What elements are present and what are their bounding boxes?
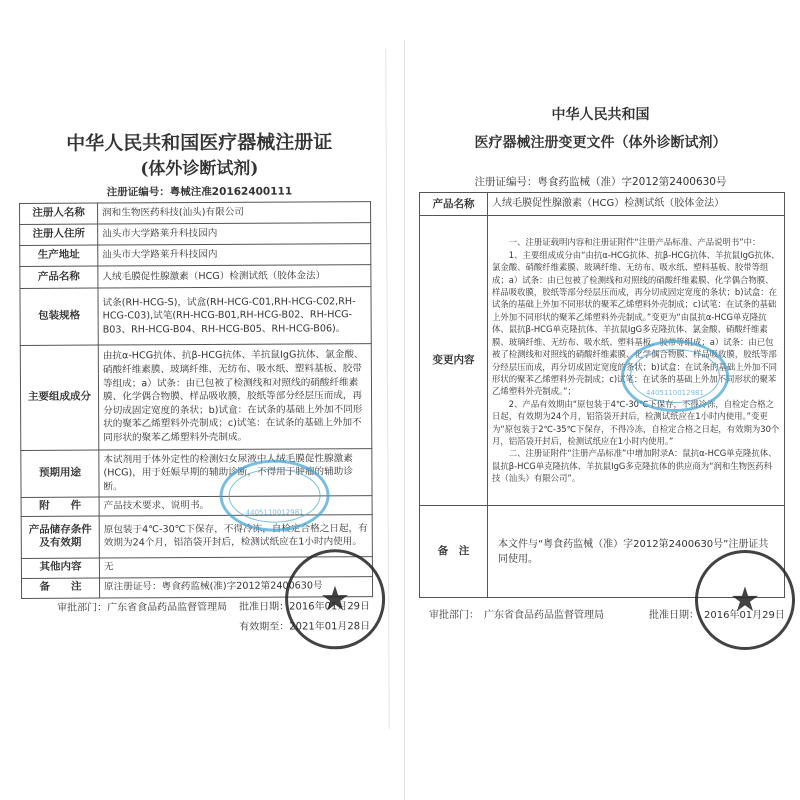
remark-label: 备 注 (420, 506, 488, 598)
row-label: 注册人名称 (20, 203, 98, 224)
certificate-title: 中华人民共和国医疗器械注册证 (66, 131, 333, 155)
row-label: 产品储存条件及有效期 (21, 516, 99, 558)
table-row (20, 265, 371, 289)
company-seal: 4405110012981 (219, 459, 329, 532)
product-label: 产品名称 (420, 193, 488, 216)
row-value: 原注册证号：粤食药监械(准)字2012第2400630号 (99, 576, 372, 597)
registration-number: 注册证编号：粤食药监械（准）字2012第2400630号 (474, 176, 727, 188)
change-paragraph: 一、注册证载明内容和注册证附件“注册产品标准、产品说明书”中： (508, 237, 761, 248)
approval-dept: 审批部门：广东省食品药品监督管理局 (57, 601, 228, 614)
change-paragraph: 2、产品有效期由“原包装于4℃-30℃下保存，不得冷冻，自检定合格之日起，有效期为24个月，铝箔袋开封后，检测试纸应在1小时内使用。”变更为“原包装于2℃-35℃下保存，不得冷冻，自检定合格之日起，有效期为30个月，铝箔袋开封后，检测试纸应在1小时内使用。” (492, 398, 780, 446)
row-label: 包装规格 (20, 288, 98, 345)
certificate-subtitle: (体外诊断试剂) (140, 158, 259, 180)
registration-certificate (12, 49, 390, 731)
valid-until: 有效期至：2021年01月28日 (239, 621, 371, 633)
approval-date: 批准日期： 2016年01月29日 (649, 610, 785, 621)
row-value: 试条(RH-HCG-S)，试盒(RH-HCG-C01,RH-HCG-C02,RH-HCG-C03),试笔(RH-HCG-B01,RH-HCG-B02、RH-HCG-B03、RH-HCG-B04、RH-HCG-B05、RH-HCG-B06)。 (98, 287, 371, 345)
row-label: 其他内容 (21, 558, 99, 578)
product-value: 人绒毛膜促性腺激素（HCG）检测试纸（胶体金法） (488, 193, 785, 216)
company-seal: 4405110012981 (621, 340, 729, 412)
certificate-table (19, 201, 373, 598)
row-value: 产品技术要求、说明书。 (99, 496, 372, 516)
official-seal-star-icon: ★ (695, 550, 795, 650)
official-seal-star-icon: ★ (285, 549, 386, 650)
change-table (419, 192, 785, 598)
row-label: 附 件 (21, 497, 99, 516)
change-label: 变更内容 (420, 216, 488, 506)
table-row (20, 202, 371, 225)
row-label: 注册人住所 (20, 224, 98, 245)
approval-dept: 审批部门： 广东省食品药品监督管理局 (429, 610, 604, 621)
change-doc-title: 中华人民共和国 (551, 107, 650, 123)
approval-date: 批准日期：2016年01月29日 (239, 601, 371, 613)
row-value: 由抗α-HCG抗体、抗β-HCG抗体、羊抗鼠IgG抗体、氯金酸、硝酸纤维素膜、玻璃纤维、无纺布、吸水纸、塑料基板、胶带等组成；a）试条：由已包被了检测线和对照线的硝酸纤维素膜、化学偶合物膜、样品吸收膜，胶纸等部分经层压而成，再分切成固定宽度的条状；b)试盒：在试条的基础上外加不同形状的聚苯乙烯塑料外壳制成；c)试笔：在试条的基础上外加不同形状的聚苯乙烯塑料外壳制成。 (98, 344, 372, 450)
change-paragraph: 二、注册证附件“注册产品标准”中增加附录A：鼠抗α-HCG单克隆抗体、鼠抗β-HCG单克隆抗体、羊抗鼠IgG多克隆抗体的供应商为“润和生物医药科技（汕头）有限公司”。 (492, 448, 777, 484)
remark-value: 本文件与“粤食药监械（准）字2012第2400630号”注册证共同使用。 (488, 506, 785, 598)
table-row (20, 287, 371, 346)
row-label: 备 注 (21, 578, 99, 598)
row-value: 无 (99, 556, 372, 577)
row-value: 本试剂用于体外定性的检测妇女尿液中人绒毛膜促性腺激素(HCG)，用于妊娠早期的辅助诊断，不得用于肿瘤的辅助诊断。 (99, 449, 372, 497)
row-label: 预期用途 (21, 450, 99, 497)
table-row (20, 244, 371, 267)
row-value: 人绒毛膜促性腺激素（HCG）检测试纸（胶体金法） (98, 265, 371, 288)
row-label: 主要组成成分 (20, 345, 99, 450)
row-value: 原包装于4℃-30℃下保存，不得冷冻，自检定合格之日起，有效期为24个月，铝箔袋开封后，检测试纸应在1小时内使用。 (99, 514, 372, 557)
row-value: 汕头市大学路莱升科技园内 (98, 223, 371, 245)
table-row (20, 344, 372, 451)
change-doc-subtitle: 医疗器械注册变更文件（体外诊断试剂） (474, 135, 727, 151)
table-row (20, 223, 371, 246)
change-document (404, 40, 796, 800)
registration-number: 注册证编号：粤械注准20162400111 (106, 185, 293, 199)
change-paragraph: 1、主要组成成分由“由抗α-HCG抗体、抗β-HCG抗体、羊抗鼠IgG抗体、氯金酸、硝酸纤维素膜、玻璃纤维、无纺布、吸水纸、塑料基板、胶带等组成；a）试条：由已包被了检测线和对照线的硝酸纤维素膜、化学偶合物膜、样品吸收膜，胶纸等部分经层压而成，再分切成固定宽度的条状；b)试盒：在试条的基础上外加不同形状的聚苯乙烯塑料外壳制成；c)试笔：在试条的基础上外加不同形状的聚苯乙烯塑料外壳制成。”变更为“由鼠抗α-HCG单克隆抗体、鼠抗β-HCG单克隆抗体、羊抗鼠IgG多克隆抗体、氯金酸、硝酸纤维素膜、玻璃纤维、无纺布、吸水纸、塑料基板、胶带等组成；a）试条：由已包被了检测线和对照线的硝酸纤维素膜、化学偶合物膜、样品吸收膜，胶纸等部分经层压而成，再分切成固定宽度的条状；b)试盒：在试条的基础上外加不同形状的聚苯乙烯塑料外壳制成；c)试笔：在试条的基础上外加不同形状的聚苯乙烯塑料外壳制成。”； (492, 249, 780, 397)
row-label: 产品名称 (20, 266, 98, 288)
row-value: 汕头市大学路莱升科技园内 (98, 244, 371, 266)
row-label: 生产地址 (20, 245, 98, 266)
row-value: 润和生物医药科技(汕头)有限公司 (98, 202, 371, 224)
